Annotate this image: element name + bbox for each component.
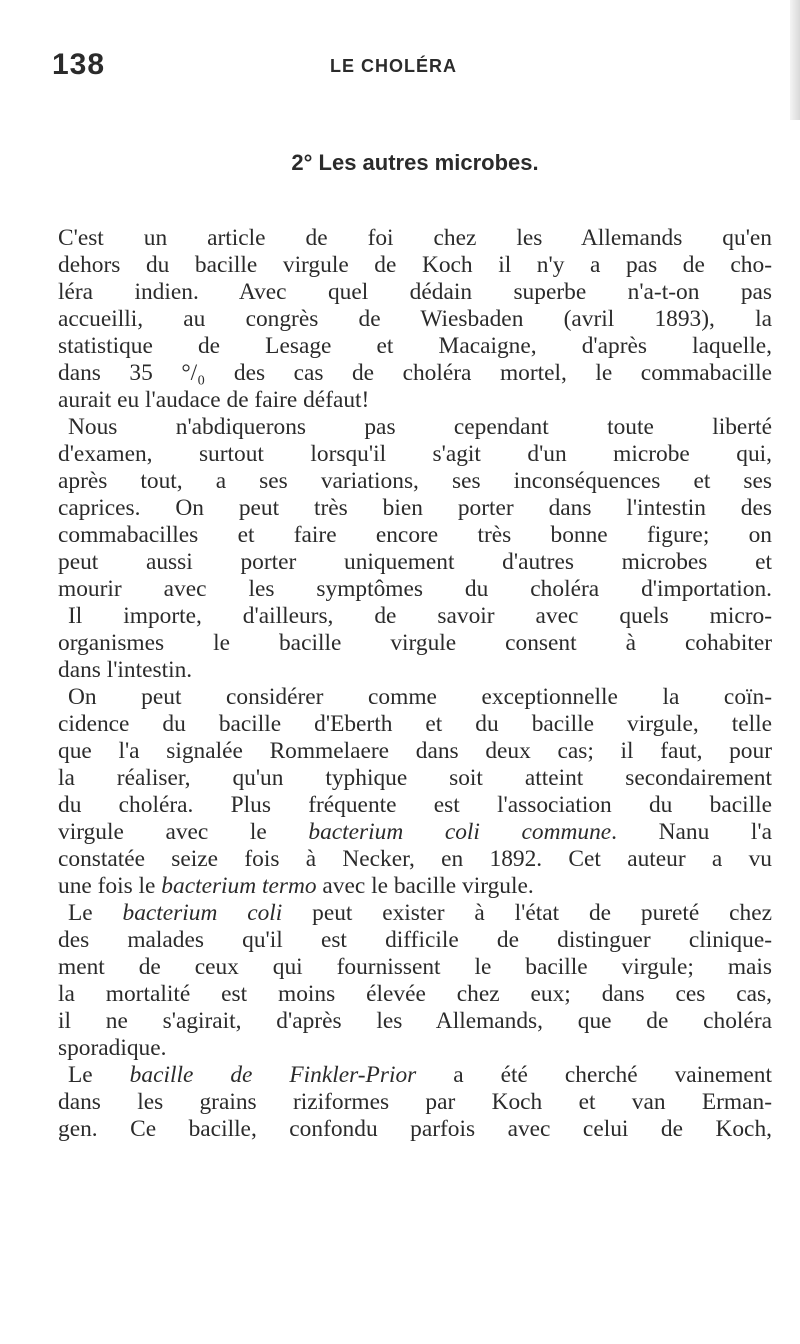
section-heading: 2° Les autres microbes. xyxy=(291,150,539,175)
text-line: après tout, a ses variations, ses inconséquences et ses xyxy=(58,468,772,494)
italic-term: bacille de Finkler-Prior xyxy=(129,1062,417,1088)
text-line: On peut considérer comme exceptionnelle la coïn- xyxy=(68,684,772,710)
text-line xyxy=(58,900,772,927)
text-line xyxy=(58,873,772,900)
scan-edge-shadow xyxy=(790,0,800,120)
text-line: constatée seize fois à Necker, en 1892. Cet auteur a vu xyxy=(58,846,772,872)
text-line: cidence du bacille d'Eberth et du bacille virgule, telle xyxy=(58,711,772,737)
text-span: Le xyxy=(68,900,93,926)
text-line: ment de ceux qui fournissent le bacille virgule; mais xyxy=(58,954,772,980)
text-line xyxy=(58,819,772,846)
text-span: a été cherché vainement xyxy=(416,1062,772,1088)
text-line: dans 35 °/₀ des cas de choléra mortel, le commabacille xyxy=(58,360,772,386)
text-line: du choléra. Plus fréquente est l'association du bacille xyxy=(58,792,772,818)
text-line: la réaliser, qu'un typhique soit atteint secondairement xyxy=(58,765,772,791)
text-line: Nous n'abdiquerons pas cependant toute liberté xyxy=(68,414,772,440)
text-span: . Nanu l'a xyxy=(611,819,772,845)
text-line: dehors du bacille virgule de Koch il n'y a pas de cho- xyxy=(58,252,772,278)
text-line: statistique de Lesage et Macaigne, d'après laquelle, xyxy=(58,333,772,359)
text-line: la mortalité est moins élevée chez eux; dans ces cas, xyxy=(58,981,772,1007)
text-line: peut aussi porter uniquement d'autres microbes et xyxy=(58,549,772,575)
italic-term: bacterium termo xyxy=(161,873,317,899)
text-line: d'examen, surtout lorsqu'il s'agit d'un microbe qui, xyxy=(58,441,772,467)
text-span: virgule avec le xyxy=(58,819,267,845)
text-line: Il importe, d'ailleurs, de savoir avec quels micro- xyxy=(68,603,772,629)
text-line: accueilli, au congrès de Wiesbaden (avril 1893), la xyxy=(58,306,772,332)
text-line: que l'a signalée Rommelaere dans deux cas; il faut, pour xyxy=(58,738,772,764)
text-line: léra indien. Avec quel dédain superbe n'a-t-on pas xyxy=(58,279,772,305)
text-line: aurait eu l'audace de faire défaut! xyxy=(58,387,370,413)
page-number: 138 xyxy=(52,48,106,81)
text-span: peut exister à l'état de pureté chez xyxy=(282,900,772,926)
text-line: organismes le bacille virgule consent à cohabiter xyxy=(58,630,772,656)
text-line: gen. Ce bacille, confondu parfois avec celui de Koch, xyxy=(58,1116,772,1142)
italic-term: bacterium coli xyxy=(122,900,283,926)
text-span: avec le bacille virgule. xyxy=(316,873,534,899)
italic-term: bacterium coli commune xyxy=(308,819,612,845)
text-line: C'est un article de foi chez les Allemands qu'en xyxy=(58,225,772,251)
running-title: LE CHOLÉRA xyxy=(330,56,457,76)
text-line: caprices. On peut très bien porter dans l'intestin des xyxy=(58,495,772,521)
text-span: Le xyxy=(68,1062,93,1088)
text-line: mourir avec les symptômes du choléra d'importation. xyxy=(58,576,772,602)
text-line: des malades qu'il est difficile de distinguer clinique- xyxy=(58,927,772,953)
body-text xyxy=(58,225,772,1143)
text-line: dans les grains riziformes par Koch et van Erman- xyxy=(58,1089,772,1115)
text-line: dans l'intestin. xyxy=(58,657,193,683)
text-line: il ne s'agirait, d'après les Allemands, que de choléra xyxy=(58,1008,772,1034)
running-head xyxy=(52,48,760,84)
text-line: sporadique. xyxy=(58,1035,167,1061)
text-line: commabacilles et faire encore très bonne figure; on xyxy=(58,522,772,548)
text-span: une fois le xyxy=(58,873,156,899)
text-line xyxy=(58,1062,772,1089)
